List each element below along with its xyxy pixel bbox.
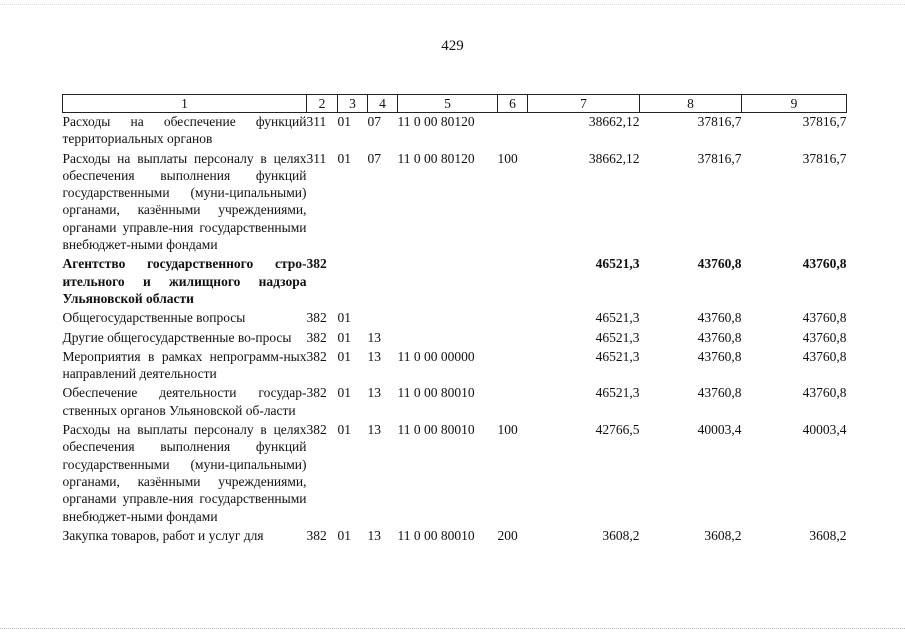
row-code-3: 01: [337, 527, 351, 543]
row-code-2: 311: [306, 150, 327, 166]
row-code-6: 100: [497, 150, 518, 166]
row-value-9: 3608,2: [809, 527, 847, 543]
row-name: Расходы на выплаты персоналу в целях обеспечения выполнения функций государственными (муни-ципальными) органами, казёнными учреждениями, органами управле-ния государственными внебюджет-ными фондами: [62, 422, 307, 524]
row-code-5: [398, 253, 498, 307]
row-value-9: 43760,8: [802, 348, 847, 364]
row-code-2: 311: [306, 114, 327, 129]
row-value-7: 46521,3: [595, 329, 640, 345]
row-code-5: [398, 307, 498, 326]
row-code-6: [498, 113, 528, 148]
scan-edge-bottom: [0, 628, 905, 631]
row-code-4: 07: [367, 114, 381, 129]
column-header-1: 1: [63, 95, 307, 113]
row-code-3: [338, 253, 368, 307]
row-name: Обеспечение деятельности государ-ственных органов Ульяновской об-ласти: [62, 385, 307, 418]
row-code-3: 01: [337, 150, 351, 166]
table-row: [63, 148, 847, 254]
row-code-5: 11 0 00 80010: [397, 422, 475, 438]
row-code-2: 382: [306, 329, 327, 345]
row-value-8: 43760,8: [697, 385, 742, 401]
row-code-5: 11 0 00 80120: [397, 114, 475, 129]
row-code-5: [398, 327, 498, 346]
row-code-2: 382: [306, 527, 327, 543]
row-code-6: 200: [497, 527, 518, 543]
row-code-4: 13: [367, 385, 381, 401]
row-value-8: 37816,7: [697, 150, 742, 166]
row-name: Общегосударственные вопросы: [62, 310, 246, 326]
row-code-3: 01: [337, 385, 351, 401]
row-value-7: 42766,5: [595, 422, 640, 438]
row-name: Расходы на выплаты персоналу в целях обеспечения выполнения функций государственными (муни-ципальными) органами, казёнными учреждениями, органами управле-ния государственными внебюджет-ными фондами: [62, 150, 307, 253]
row-code-2: 382: [306, 385, 327, 401]
column-header-9: 9: [742, 95, 847, 113]
row-code-5: 11 0 00 80120: [397, 150, 475, 166]
column-header-2: 2: [307, 95, 338, 113]
page-number: 429: [441, 38, 464, 54]
row-code-5: 11 0 00 80010: [397, 385, 475, 401]
row-value-7: 46521,3: [595, 310, 640, 326]
row-code-5: 11 0 00 00000: [397, 348, 475, 364]
row-name: Другие общегосударственные во-просы: [62, 329, 292, 345]
row-code-6: [498, 327, 528, 346]
table-header-row: [63, 95, 847, 113]
table-row: [63, 525, 847, 544]
column-header-5: 5: [398, 95, 498, 113]
row-code-2: 382: [306, 256, 327, 272]
row-code-6: 100: [497, 422, 518, 438]
column-header-8: 8: [640, 95, 742, 113]
row-code-4: 13: [367, 329, 381, 345]
column-header-3: 3: [338, 95, 368, 113]
row-code-6: [498, 307, 528, 326]
row-value-9: 37816,7: [802, 114, 847, 129]
row-value-8: 43760,8: [697, 310, 742, 326]
scan-edge-top: [0, 4, 905, 7]
row-value-9: 43760,8: [802, 385, 847, 401]
row-code-4: [368, 253, 398, 307]
row-code-3: 01: [337, 114, 351, 129]
column-header-4: 4: [368, 95, 398, 113]
row-value-9: 43760,8: [802, 256, 847, 272]
row-value-8: 43760,8: [697, 348, 742, 364]
row-name: Мероприятия в рамках непрограмм-ных направлений деятельности: [62, 348, 307, 382]
table-row: [63, 419, 847, 525]
row-code-4: 07: [367, 150, 381, 166]
row-value-7: 3608,2: [602, 527, 640, 543]
row-code-4: [368, 307, 398, 326]
table-body: [63, 113, 847, 545]
row-value-7: 38662,12: [588, 150, 640, 166]
row-code-4: 13: [367, 348, 381, 364]
row-value-7: 46521,3: [595, 348, 640, 364]
row-value-9: 43760,8: [802, 310, 847, 326]
budget-table: [62, 94, 847, 544]
table-row: [63, 253, 847, 307]
row-code-3: 01: [337, 310, 351, 326]
row-code-2: 382: [306, 348, 327, 364]
row-code-6: [498, 253, 528, 307]
table-row: [63, 307, 847, 326]
row-name: Агентство государственного стро-ительного и жилищного надзора Ульяновской области: [62, 256, 307, 306]
row-value-9: 37816,7: [802, 150, 847, 166]
column-header-6: 6: [498, 95, 528, 113]
row-value-8: 40003,4: [697, 422, 742, 438]
row-value-8: 37816,7: [697, 114, 742, 129]
row-value-7: 38662,12: [588, 114, 640, 129]
row-code-3: 01: [337, 422, 351, 438]
row-code-4: 13: [367, 422, 381, 438]
row-value-9: 43760,8: [802, 329, 847, 345]
row-name: Закупка товаров, работ и услуг для: [62, 527, 264, 543]
row-value-7: 46521,3: [595, 256, 640, 272]
row-code-2: 382: [306, 310, 327, 326]
row-code-3: 01: [337, 348, 351, 364]
row-code-4: 13: [367, 527, 381, 543]
table-row: [63, 346, 847, 383]
column-header-7: 7: [528, 95, 640, 113]
table-row: [63, 327, 847, 346]
row-value-8: 43760,8: [697, 329, 742, 345]
row-code-6: [498, 346, 528, 383]
row-code-5: 11 0 00 80010: [397, 527, 475, 543]
row-code-3: 01: [337, 329, 351, 345]
row-value-9: 40003,4: [802, 422, 847, 438]
row-value-8: 43760,8: [697, 256, 742, 272]
row-code-6: [498, 382, 528, 419]
table-row: [63, 113, 847, 148]
table-row: [63, 382, 847, 419]
row-value-7: 46521,3: [595, 385, 640, 401]
row-code-2: 382: [306, 422, 327, 438]
row-value-8: 3608,2: [704, 527, 742, 543]
row-name: Расходы на обеспечение функций территориальных органов: [62, 114, 307, 147]
